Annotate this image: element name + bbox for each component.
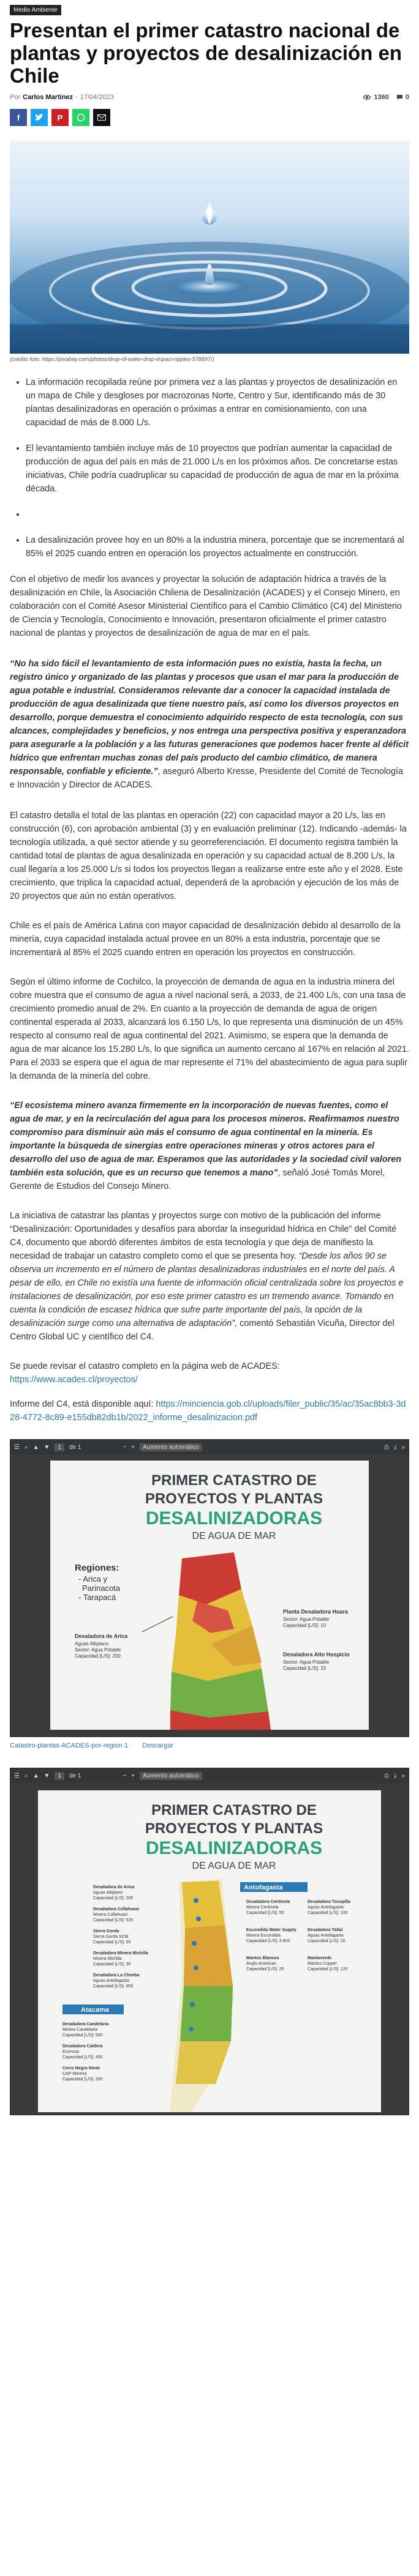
region-shape xyxy=(184,1925,233,1986)
pdf-tools xyxy=(384,1444,405,1451)
pdf-title-line: DE AGUA DE MAR xyxy=(192,1861,276,1871)
next-page-icon[interactable]: ▼ xyxy=(43,1443,50,1451)
plant-marker xyxy=(194,1965,198,1970)
zoom-select[interactable]: Aumento automático xyxy=(140,1443,202,1451)
plant-name: Escondida Water Supply xyxy=(246,1928,296,1932)
plant-detail: Capacidad [L/S]: 3.800 xyxy=(246,1939,290,1943)
plant-name: Desaladora Taltal xyxy=(308,1928,343,1932)
plant-detail: CAP Minería xyxy=(62,2072,87,2076)
key-point xyxy=(26,508,409,521)
article xyxy=(10,0,409,2115)
image-credit: (crédito foto: https://pixabay.com/photos/drop-of-water-drop-impact-ripples-578897/) xyxy=(10,356,214,362)
author-link[interactable]: Carlos Martínez xyxy=(23,94,74,101)
key-point: • La información recopilada reúne por primera vez a las plantas y proyectos de desalinización en un mapa de Chile y desgloses por macrozonas Norte, Centro y Sur, identificando más de 30 plantas desalinizadoras en operación o próximas a entrar en comisionamiento, con una capacidad de más de 8.000 L/s. xyxy=(26,376,409,430)
plant-detail: Capacidad [L/S]: 20 xyxy=(308,1939,345,1943)
paragraph-text: Se puede revisar el catastro completo en la página web de ACADES: xyxy=(10,1361,280,1371)
comments-count: 0 xyxy=(405,94,409,101)
zoom-out-icon[interactable]: − xyxy=(123,1443,127,1451)
pdf-title-line: DE AGUA DE MAR xyxy=(192,1531,276,1541)
plant-detail: Mantos Copper xyxy=(308,1962,337,1966)
paragraph-text: Informe del C4, está disponible aquí: xyxy=(10,1399,154,1409)
catastro-map-page xyxy=(50,1461,369,1730)
plant-detail: Minera Centinela xyxy=(246,1905,279,1910)
prev-page-icon[interactable]: ▲ xyxy=(32,1772,39,1779)
quote-text: “El ecosistema minero avanza firmemente en la incorporación de nuevas fuentes, como el agua de mar, y en la recirculación del agua para los procesos mineros. Reafirmamos nuestro compromiso para disminuir aún más el consumo de agua continental en la minería. Es importante la búsqueda de sinergias entre operaciones mineras y otros actores para el desarrollo del uso de agua de mar. Esperamos que las autoridades y la sociedad civil valoren también esta solución, que es un recurso que tenemos a mano” xyxy=(10,1101,402,1178)
plant-marker xyxy=(189,2027,194,2031)
plant-detail: Capacidad [L/S]: 65 xyxy=(93,1940,131,1945)
pinterest-share-button[interactable] xyxy=(51,109,69,126)
hero-image xyxy=(10,141,409,354)
plant-detail: Aguas Antofagasta xyxy=(308,1905,344,1910)
more-tools-icon[interactable]: » xyxy=(401,1772,405,1779)
key-point: • El levantamiento también incluye más de 10 proyectos que podrían aumentar la capacidad de producción de agua del país en más de 21.000 L/s en los próximos años. De concretarse estas iniciativas, Chile podría cuadruplicar su capacidad de producción de agua de mar en la próxima década. xyxy=(26,442,409,496)
plant-name: Planta Desaladora Huara xyxy=(283,1609,349,1615)
download-icon[interactable]: ⤓ xyxy=(394,1772,397,1779)
pdf-title-line: PROYECTOS Y PLANTAS xyxy=(145,1491,323,1507)
plant-detail: Capacidad [L/S]: 525 xyxy=(93,1918,134,1923)
plant-detail: Capacidad [L/S]: 200 xyxy=(62,2077,103,2082)
region-shape xyxy=(176,2041,231,2084)
plant-detail: Minera Michilla xyxy=(93,1957,122,1961)
plant-name: Mantoverde xyxy=(308,1956,332,1960)
pdf-download-row xyxy=(10,1742,409,1749)
pdf-viewer[interactable] xyxy=(10,1768,409,2115)
email-icon xyxy=(97,114,106,121)
region-name: - Arica y xyxy=(78,1574,107,1584)
plant-name: Desaladora Collahuasi xyxy=(93,1907,140,1912)
pdf-page xyxy=(50,1461,369,1730)
page-total: de 1 xyxy=(69,1443,81,1451)
plant-name: Desaladora de Arica xyxy=(93,1885,135,1889)
plant-detail: Capacidad [L/S]: 30 xyxy=(93,1962,131,1967)
download-icon[interactable]: ⤓ xyxy=(394,1443,397,1451)
print-icon[interactable]: ⎙ xyxy=(384,1772,390,1779)
paragraph-text: comentó Sebastián Vicuña, Director del Centro Global UC y científico del C4. xyxy=(10,1319,394,1342)
plant-detail: Aguas Antofagasta xyxy=(93,1979,129,1983)
plant-detail: Econssa xyxy=(62,2050,79,2054)
facebook-share-button[interactable] xyxy=(10,109,27,126)
plant-detail: Aguas Altiplano xyxy=(93,1891,123,1895)
plant-detail: Minera Collahuasi xyxy=(93,1913,128,1917)
whatsapp-share-button[interactable] xyxy=(72,109,89,126)
plant-detail: Capacidad [L/S]: 200 xyxy=(93,1896,134,1900)
paragraph: El catastro detalla el total de las plantas en operación (22) con capacidad mayor a 20 L/s, las en construcción (6), con aprobación ambiental (3) y en evaluación preliminar (12). Indicando -además- la tecnología utilizada, a qué sector atiende y su georreferenciación. El documento registra también la cantidad total de plantas de agua desalinizada en operación y su capacidad actual de 8.200 L/s, la cual llegaría a los 25.000 L/s si todos los proyectos llegan a realizarse entre este año y el 2028. Este crecimiento, que triplica la capacidad actual, dependerá de la aprobación y ejecución de los más de 20 proyectos que aún no están operativos. xyxy=(10,811,407,901)
region-shape xyxy=(182,1881,225,1928)
facebook-icon: f xyxy=(17,113,20,122)
water-drop-illustration xyxy=(10,141,409,354)
search-icon[interactable]: ⌕ xyxy=(24,1443,28,1451)
region-name: Parinacota xyxy=(82,1584,121,1593)
pinterest-icon: P xyxy=(57,113,63,122)
plant-detail: Aguas Antofagasta xyxy=(308,1934,344,1938)
plant-marker xyxy=(192,1941,197,1946)
region-name: - Tarapacá xyxy=(78,1593,116,1602)
plant-detail: Capacidad [L/S]: 450 xyxy=(62,2055,103,2060)
eye-icon xyxy=(363,94,371,100)
pdf-viewer[interactable] xyxy=(10,1439,409,1737)
key-points-list xyxy=(10,376,409,560)
quote-text: “No ha sido fácil el levantamiento de esta información pues no existía, hasta la fecha, un registro único y organizado de las plantas y procesos que usan el mar para la producción de agua potable e industrial. Consideramos relevante dar a conocer la capacidad instalada de producción de agua desalinizada que tiene nuestro país, así como los diversos proyectos en desarrollo, porque demuestra el conocimiento adquirido respecto de esta tecnología, con sus alcances, complejidades y beneficios, y nos entrega una perspectiva positiva y esperanzadora para asegurarle a la población y a las futuras generaciones que podemos hacer frente al déficit hídrico que enfrentan muchas zonas del país producto del cambio climático, de manera responsable, confiable y eficiente.” xyxy=(10,659,409,776)
article-title: Presentan el primer catastro nacional de plantas y proyectos de desalinización en Chile xyxy=(10,19,402,87)
page-number-input[interactable]: 1 xyxy=(55,1772,64,1780)
region-shape xyxy=(180,1986,233,2041)
plant-name: Cerro Negro Norte xyxy=(62,2066,100,2071)
plant-detail: Sector: Agua Potable xyxy=(283,1617,330,1622)
share-buttons xyxy=(10,109,409,126)
atacama-plant-labels xyxy=(62,2022,109,2082)
plant-detail: Sierra Gorda SCM xyxy=(93,1935,129,1939)
plant-name: Desaladora La Chimba xyxy=(93,1973,140,1978)
plant-name: Sierra Gorda xyxy=(93,1929,119,1934)
c4-report-link[interactable]: https://minciencia.gob.cl/uploads/filer_public/35/ac/35ac8bb3-3d28-4772-8c89-e155db82db1b/2022_informe_desalinizacion.pdf xyxy=(10,1399,406,1423)
paragraph: Chile es el país de América Latina con mayor capacidad de desalinización debido al desarrollo de la minería, cuya capacidad instalada actual provee en un 80% a esta industria, porcentaje que se incrementará al 85% el 2025 cuando entren en operación los proyectos en construcción. xyxy=(10,921,401,958)
plant-name: Desaladora Tocopilla xyxy=(308,1900,350,1904)
plant-name: Desaladora Alto Hospicio xyxy=(283,1651,350,1658)
plant-detail: Capacidad [L/S]: 120 xyxy=(308,1967,348,1971)
zoom-out-icon[interactable]: − xyxy=(123,1772,127,1779)
plant-marker xyxy=(194,1898,198,1903)
region-label: Atacama xyxy=(81,2006,109,2014)
paragraph-text: La iniciativa de catastrar las plantas y proyectos surge con motivo de la publicación del informe “Desalinización: Oportunidades y desafíos para abordar la inseguridad hídrica en Chile” del Comité C4, documento que abordó diferentes ámbitos de esta tecnología y que deja de manifiesto la necesidad de trabajar un catastro completo como el que se presenta hoy. xyxy=(10,1211,397,1261)
plant-detail: Capacidad [L/S]: 10 xyxy=(283,1623,327,1628)
paragraph xyxy=(10,1209,409,1344)
paragraph xyxy=(10,1398,409,1424)
zoom-select[interactable]: Aumento automático xyxy=(140,1772,202,1780)
catastro-map-page xyxy=(38,1790,381,2112)
plant-marker xyxy=(190,2002,195,2007)
page-number-input[interactable]: 1 xyxy=(55,1443,64,1451)
plant-name: Desaladora Minera Michilla xyxy=(93,1951,148,1956)
pdf-download-link[interactable]: Descargar xyxy=(142,1742,173,1749)
pdf-page xyxy=(38,1790,381,2112)
plant-detail: Capacidad [L/S]: 25 xyxy=(246,1967,284,1971)
zoom-in-icon[interactable]: + xyxy=(131,1772,135,1779)
plant-detail: Minera Escondida xyxy=(246,1934,281,1938)
quote-paragraph xyxy=(10,657,409,792)
plant-detail: Anglo American xyxy=(246,1962,277,1966)
pdf-file-link[interactable]: Catastro-plantas-ACADES-por-region-1 xyxy=(10,1742,129,1749)
plant-detail: Capacidad [L/S]: 100 xyxy=(308,1911,348,1915)
left-plant-labels xyxy=(93,1885,148,1989)
plant-detail: Capacidad [L/S]: 500 xyxy=(62,2033,103,2038)
plant-name: Desaladora Candelaria xyxy=(62,2022,109,2027)
plant-detail: Sector: Agua Potable xyxy=(75,1647,121,1653)
twitter-share-button[interactable] xyxy=(31,109,48,126)
pdf-tools xyxy=(384,1773,405,1779)
plant-detail: Capacidad [L/S]: 50 xyxy=(246,1911,284,1915)
pointer-line xyxy=(142,1617,173,1632)
paragraph: Con el objetivo de medir los avances y proyectar la solución de adaptación hídrica a través de la desalinización en Chile, la Asociación Chilena de Desalinización (ACADES) y el Consejo Minero, en colaboración con el Comité Asesor Ministerial Científico para el Cambio Climático (C4) del Ministerio de Ciencia y Tecnología, Conocimiento e Innovación, presentaron oficialmente el primer catastro nacional de plantas y proyectos de desalinización de agua de mar en el país. xyxy=(10,575,402,638)
plant-name: Desaladora Caldera xyxy=(62,2044,103,2049)
plant-name: Mantos Blancos xyxy=(246,1956,279,1960)
plant-name: Desaladora Centinela xyxy=(246,1900,290,1904)
whatsapp-icon xyxy=(77,113,85,122)
twitter-icon xyxy=(35,114,43,121)
pdf-toolbar xyxy=(10,1768,409,1783)
acades-link[interactable]: https://www.acades.cl/proyectos/ xyxy=(10,1375,138,1385)
region-label: Antofagasta xyxy=(244,1884,283,1891)
meta-separator: - xyxy=(75,94,78,101)
article-meta xyxy=(10,92,409,103)
quote-paragraph xyxy=(10,1099,409,1193)
email-share-button[interactable] xyxy=(93,109,110,126)
paragraph: Según el último informe de Cochilco, la proyección de demanda de agua en la industria minera del cobre muestra que el consumo de agua a nivel nacional será, a 2033, de 21.400 L/s, con una tasa de crecimiento promedio anual de 2%. En cuanto a la proyección de demanda de agua de origen continental esperada al 2033, alcanzará los 6.150 L/s, lo que representa una disminución de un 45% respecto al consumo real de agua continental del 2021. Asimismo, se espera que la demanda de agua de mar alcance los 15.280 L/s, lo que significa un aumento cercano al 167% en relación al 2021. Para el 2033 se espera que el agua de mar represente el 71% del abastecimiento de agua para suplir la demanda de la minería del cobre. xyxy=(10,977,410,1081)
plant-detail: Capacidad [L/S]: 15 xyxy=(283,1666,327,1671)
pdf-title-line: PRIMER CATASTRO DE xyxy=(151,1802,317,1818)
regions-label: Regiones: xyxy=(75,1563,119,1573)
category-badge[interactable]: Medio Ambiente xyxy=(10,5,61,15)
pdf-title-line: PRIMER CATASTRO DE xyxy=(151,1472,317,1489)
more-tools-icon[interactable]: » xyxy=(401,1443,405,1451)
meta-by: Por xyxy=(10,94,21,101)
pdf-title-line: DESALINIZADORAS xyxy=(145,1838,323,1858)
quote-attribution: , señaló José Tomás Morel, Gerente de Estudios del Consejo Minero. xyxy=(10,1168,385,1191)
pdf-title-line: DESALINIZADORAS xyxy=(145,1508,323,1528)
views-count: 1360 xyxy=(374,94,389,101)
search-icon[interactable]: ⌕ xyxy=(24,1772,28,1779)
sidebar-toggle-icon[interactable]: ☰ xyxy=(14,1443,20,1451)
key-point: • La desalinización provee hoy en un 80% a la industria minera, porcentaje que se incrementará al 85% el 2025 cuando entren en operación los proyectos actualmente en construcción. xyxy=(26,534,409,560)
right-plant-labels xyxy=(246,1900,350,1971)
plant-detail: Aguas Altiplano xyxy=(75,1641,109,1647)
plant-detail: Sector: Agua Potable xyxy=(283,1659,330,1665)
zoom-in-icon[interactable]: + xyxy=(131,1443,135,1451)
plant-marker xyxy=(196,1916,201,1921)
paragraph-quote: “Desde los años 90 se observa un incremento en el número de plantas desalinizadoras industriales en el norte del país. A pesar de ello, en Chile no existía una fuente de información oficial centralizada sobre los proyectos e instalaciones de desalinización, por eso este primer catastro es un tremendo avance. Tomando en cuenta la condición de escasez hídrica que sufre parte importante del país, la opción de la desalinización surge como una alternativa de adaptación”, xyxy=(10,1251,404,1328)
pdf-toolbar xyxy=(10,1440,409,1454)
page-total: de 1 xyxy=(69,1772,81,1779)
plant-detail: Capacidad [L/S]: 200 xyxy=(75,1653,121,1659)
views-counter xyxy=(363,94,388,101)
prev-page-icon[interactable]: ▲ xyxy=(32,1443,39,1451)
plant-detail: Capacidad [L/S]: 850 xyxy=(93,1984,134,1989)
plant-name: Desaladora de Arica xyxy=(75,1633,128,1639)
paragraph xyxy=(10,1360,409,1387)
plant-detail: Minera Candelaria xyxy=(62,2028,98,2032)
quote-attribution: , aseguró Alberto Kresse, Presidente del Comité de Tecnología e Innovación y Director de ACADES. xyxy=(10,767,404,790)
comment-icon xyxy=(396,94,403,100)
sidebar-toggle-icon[interactable]: ☰ xyxy=(14,1772,20,1779)
next-page-icon[interactable]: ▼ xyxy=(43,1772,50,1779)
pdf-title-line: PROYECTOS Y PLANTAS xyxy=(145,1820,323,1837)
comments-counter[interactable] xyxy=(396,94,409,101)
publish-date: 17/04/2023 xyxy=(80,94,114,101)
print-icon[interactable]: ⎙ xyxy=(384,1443,390,1451)
